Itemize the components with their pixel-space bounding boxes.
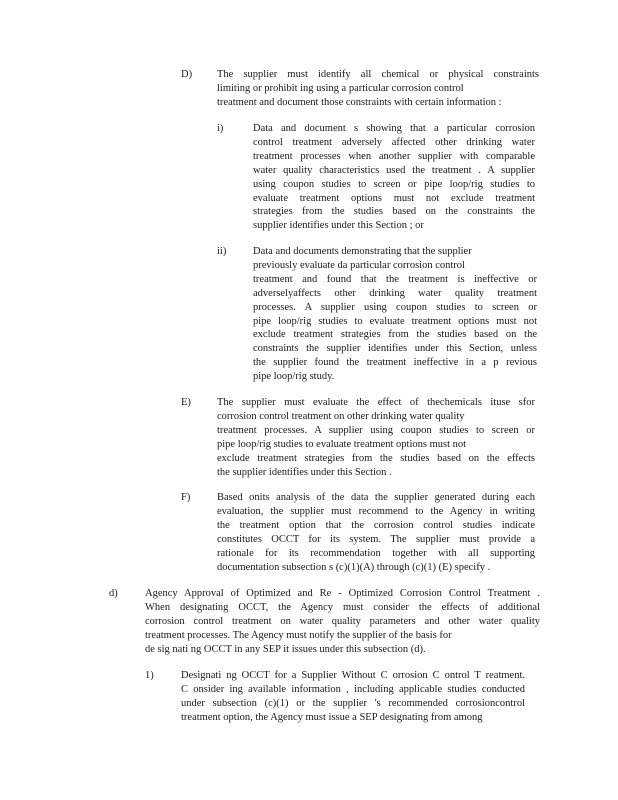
- item-label-i: i): [217, 123, 224, 134]
- text-line: Agency Approval of Optimized and Re - Optimized Corrosion Control Treatment .: [145, 588, 540, 599]
- text-line: exclude treatment strategies from the studies based on the effects: [217, 452, 535, 464]
- item-text-d-lower: [145, 587, 540, 657]
- text-line: documentation subsection s (c)(1)(A) through (c)(1) (E) specify .: [217, 561, 491, 573]
- text-line: treatment and document those constraints with certain information :: [217, 96, 502, 108]
- item-text-e: [217, 396, 535, 479]
- text-line: adverselyaffects other drinking water quality treatment: [253, 287, 537, 299]
- text-line: Data and document s showing that a particular corrosion: [253, 123, 535, 134]
- text-line: pipe loop/rig studies to evaluate treatment options must not: [217, 438, 467, 450]
- text-line: When designating OCCT, the Agency must consider the effects of additional: [145, 601, 540, 613]
- text-line: corrosion control treatment on water quality parameters and other water quality: [145, 615, 540, 627]
- text-line: limiting or prohibit ing using a particular corrosion control: [217, 82, 464, 94]
- text-line: the supplier found the treatment ineffective in a p revious: [253, 357, 537, 369]
- text-line: C onsider ing available information , including applicable studies conducted: [181, 683, 525, 695]
- text-line: evaluate treatment options must not exclude treatment: [253, 192, 535, 204]
- text-line: pipe loop/rig study.: [253, 371, 335, 383]
- item-label-d-upper: D): [181, 69, 193, 80]
- item-label-f: F): [181, 492, 191, 503]
- text-line: the supplier identifies under this Section .: [217, 466, 392, 478]
- item-text-i: [253, 122, 535, 233]
- text-line: the treatment option that the corrosion control studies indicate: [217, 519, 535, 531]
- text-line: exclude treatment strategies from the studies based on the: [253, 329, 537, 341]
- text-line: treatment processes. The Agency must notify the supplier of the basis for: [145, 629, 452, 641]
- item-text-ii: [253, 245, 537, 384]
- item-label-e: E): [181, 397, 191, 408]
- text-line: treatment processes when another supplier with comparable: [253, 150, 535, 162]
- text-line: strategies from the studies based on the constraints the: [253, 206, 535, 218]
- item-text-1: [181, 669, 525, 725]
- text-line: The supplier must evaluate the effect of thechemicals ituse sfor: [217, 397, 535, 408]
- item-label-d-lower: d): [109, 588, 118, 599]
- text-line: treatment processes. A supplier using coupon studies to screen or: [217, 424, 535, 436]
- text-line: under subsection (c)(1) or the supplier 's recommended corrosioncontrol: [181, 697, 525, 709]
- text-line: control treatment adversely affected other drinking water: [253, 136, 535, 148]
- text-line: water quality characteristics used the treatment . A supplier: [253, 164, 535, 176]
- text-line: The supplier must identify all chemical or physical constraints: [217, 69, 539, 80]
- text-line: de sig nati ng OCCT in any SEP it issues under this subsection (d).: [145, 643, 426, 655]
- text-line: pipe loop/rig studies to evaluate treatment options must not: [253, 315, 537, 327]
- item-text-d-upper: [217, 68, 539, 110]
- text-line: treatment option, the Agency must issue a SEP designating from among: [181, 711, 483, 723]
- text-line: Based onits analysis of the data the supplier generated during each: [217, 492, 535, 503]
- item-label-1: 1): [145, 670, 154, 681]
- item-text-f: [217, 491, 535, 574]
- text-line: Data and documents demonstrating that the supplier: [253, 246, 472, 257]
- item-label-ii: ii): [217, 246, 227, 257]
- text-line: corrosion control treatment on other drinking water quality: [217, 410, 465, 422]
- text-line: treatment and found that the treatment is ineffective or: [253, 273, 537, 285]
- text-line: constraints the supplier identifies under this Section, unless: [253, 343, 537, 355]
- text-line: rationale for its recommendation together with all supporting: [217, 547, 535, 559]
- text-line: using coupon studies to screen or pipe loop/rig studies to: [253, 178, 535, 190]
- text-line: supplier identifies under this Section ; or: [253, 220, 424, 232]
- text-line: evaluation, the supplier must recommend to the Agency in writing: [217, 505, 535, 517]
- text-line: constitutes OCCT for its system. The supplier must provide a: [217, 533, 535, 545]
- text-line: processes. A supplier using coupon studies to screen or: [253, 301, 537, 313]
- text-line: Designati ng OCCT for a Supplier Without C orrosion C ontrol T reatment.: [181, 670, 525, 681]
- text-line: previously evaluate da particular corrosion control: [253, 259, 465, 271]
